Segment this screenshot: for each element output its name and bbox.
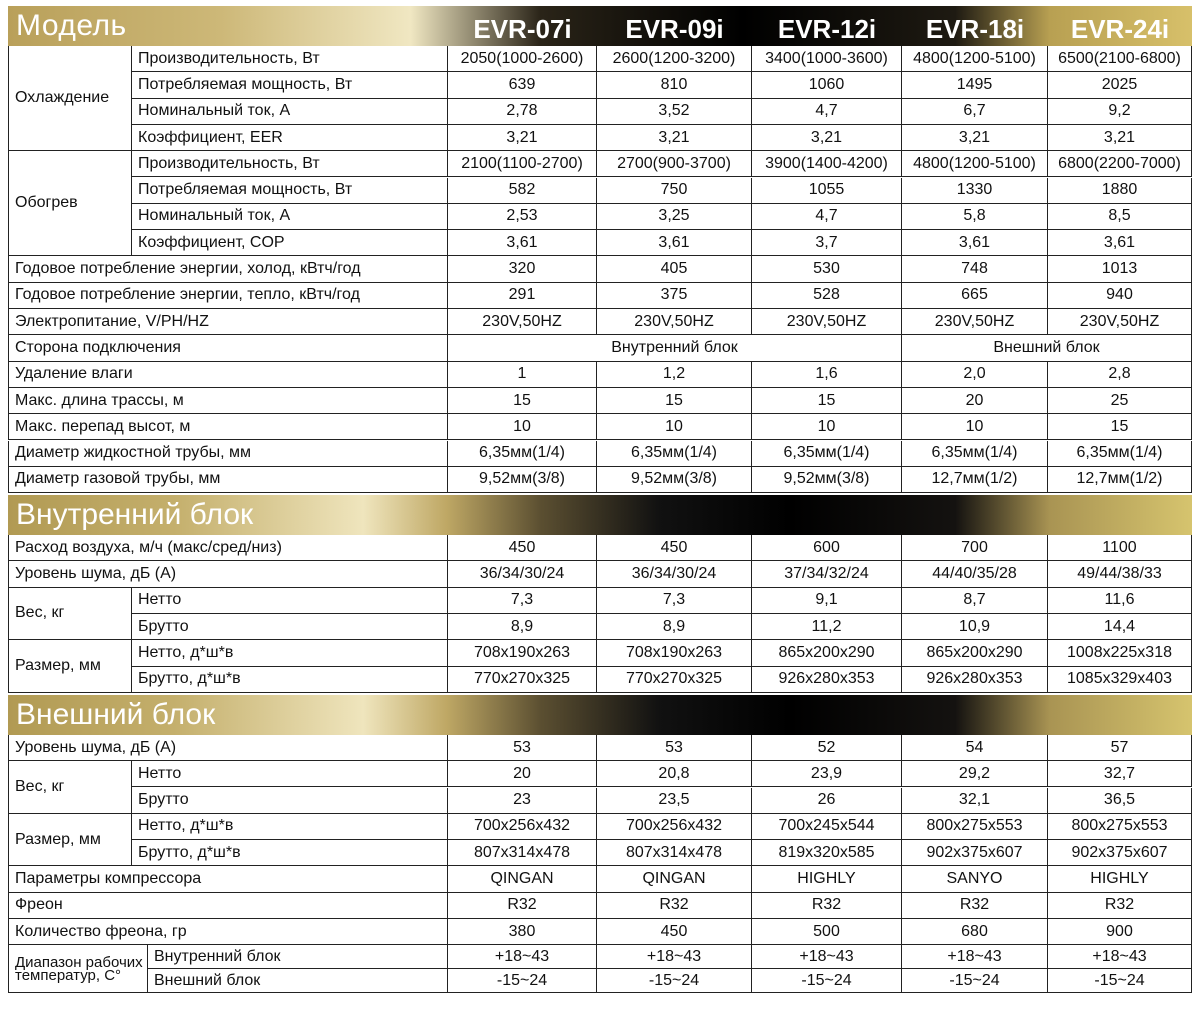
general-row-3-value-3: 230V,50HZ [752, 309, 902, 335]
cooling-row-3-value-2: 3,52 [597, 99, 752, 125]
indoor-weight-row-1-value-2: 7,3 [597, 588, 752, 614]
general2-row-1-value-5: 2,8 [1048, 362, 1192, 388]
heating-row-2-value-5: 1880 [1048, 178, 1192, 204]
general-row-1-value-5: 1013 [1048, 256, 1192, 282]
heating-group-label: Обогрев [8, 151, 132, 256]
temp-range-row-label: Внутренний блок [148, 945, 448, 969]
general2-row-3-value-4: 10 [902, 414, 1048, 440]
cooling-row-2-value-4: 1495 [902, 72, 1048, 98]
cooling-row-1-value-4: 4800(1200-5100) [902, 46, 1048, 72]
general2-row-5-value-2: 9,52мм(3/8) [597, 467, 752, 493]
indoor-size-row-1 [8, 640, 1192, 666]
indoor-weight-row-1-value-4: 8,7 [902, 588, 1048, 614]
compressor-row-value-4: SANYO [902, 866, 1048, 892]
general2-row-1 [8, 362, 1192, 388]
heating-row-4-value-3: 3,7 [752, 230, 902, 256]
indoor-weight-row-2-value-5: 14,4 [1048, 614, 1192, 640]
compressor-row-value-1: QINGAN [448, 866, 597, 892]
heating-row-1-value-5: 6800(2200-7000) [1048, 151, 1192, 177]
temp-range-row-1-value-4: +18~43 [902, 945, 1048, 969]
freon-amount-row [8, 919, 1192, 945]
connection-outdoor: Внешний блок [902, 335, 1192, 361]
outdoor-size-row-1-value-5: 800x275x553 [1048, 814, 1192, 840]
heating-row-1 [8, 151, 1192, 177]
general2-row-4-value-1: 6,35мм(1/4) [448, 441, 597, 467]
heating-row-label: Коэффициент, COP [132, 230, 448, 256]
outdoor-noise-row-value-1: 53 [448, 735, 597, 761]
general2-row-2-value-2: 15 [597, 388, 752, 414]
cooling-row-1-value-1: 2050(1000-2600) [448, 46, 597, 72]
cooling-row-1-value-2: 2600(1200-3200) [597, 46, 752, 72]
heating-row-2 [8, 178, 1192, 204]
indoor-size-row-1-value-3: 865x200x290 [752, 640, 902, 666]
heating-row-label: Потребляемая мощность, Вт [132, 178, 448, 204]
row-label: Сторона подключения [8, 335, 448, 361]
general2-row-3-value-2: 10 [597, 414, 752, 440]
outdoor-size-row-2-value-4: 902x375x607 [902, 840, 1048, 866]
indoor-noise-row-value-1: 36/34/30/24 [448, 561, 597, 587]
outdoor-size-row-2 [8, 840, 1192, 866]
indoor-noise-row-value-5: 49/44/38/33 [1048, 561, 1192, 587]
temp-range-row-1-value-2: +18~43 [597, 945, 752, 969]
freon-amount-row-value-4: 680 [902, 919, 1048, 945]
heating-row-3-value-4: 5,8 [902, 204, 1048, 230]
outdoor-weight-group-label: Вес, кг [8, 761, 132, 814]
general2-row-2-value-3: 15 [752, 388, 902, 414]
heating-row-label: Номинальный ток, А [132, 204, 448, 230]
freon-row-value-5: R32 [1048, 893, 1192, 919]
general2-row-1-value-4: 2,0 [902, 362, 1048, 388]
heating-row-1-value-3: 3900(1400-4200) [752, 151, 902, 177]
row-label: Уровень шума, дБ (А) [8, 735, 448, 761]
compressor-row-value-5: HIGHLY [1048, 866, 1192, 892]
indoor-weight-row-2-value-1: 8,9 [448, 614, 597, 640]
indoor-weight-row-1-value-3: 9,1 [752, 588, 902, 614]
outdoor-size-row-2-value-3: 819x320x585 [752, 840, 902, 866]
row-label: Годовое потребление энергии, тепло, кВтч/год [8, 283, 448, 309]
row-label: Удаление влаги [8, 362, 448, 388]
general2-row-2-value-1: 15 [448, 388, 597, 414]
temp-range-row-2-value-4: -15~24 [902, 969, 1048, 993]
cooling-row-4-value-2: 3,21 [597, 125, 752, 151]
outdoor-weight-row-1-value-3: 23,9 [752, 761, 902, 787]
indoor-size-row-1-value-5: 1008x225x318 [1048, 640, 1192, 666]
compressor-row [8, 866, 1192, 892]
indoor-weight-row-label: Нетто [132, 588, 448, 614]
cooling-row-3-value-5: 9,2 [1048, 99, 1192, 125]
cooling-row-2-value-2: 810 [597, 72, 752, 98]
outdoor-size-row-1-value-3: 700x245x544 [752, 814, 902, 840]
row-label: Количество фреона, гр [8, 919, 448, 945]
temp-range-row-2 [8, 969, 1192, 993]
row-label: Диаметр жидкостной трубы, мм [8, 441, 448, 467]
model-name-1: EVR-07i [473, 14, 572, 44]
outdoor-size-row-1-value-4: 800x275x553 [902, 814, 1048, 840]
heating-row-3-value-1: 2,53 [448, 204, 597, 230]
indoor-section-title: Внутренний блок [16, 498, 254, 532]
freon-amount-row-value-2: 450 [597, 919, 752, 945]
row-label: Расход воздуха, м/ч (макс/сред/низ) [8, 535, 448, 561]
temp-range-row-2-value-1: -15~24 [448, 969, 597, 993]
heating-row-1-value-2: 2700(900-3700) [597, 151, 752, 177]
general-row-3-value-5: 230V,50HZ [1048, 309, 1192, 335]
heating-row-4-value-2: 3,61 [597, 230, 752, 256]
freon-row-value-2: R32 [597, 893, 752, 919]
outdoor-weight-row-2-value-4: 32,1 [902, 788, 1048, 814]
outdoor-weight-row-label: Брутто [132, 788, 448, 814]
general2-row-4 [8, 441, 1192, 467]
indoor-size-row-2 [8, 667, 1192, 693]
general2-row-5 [8, 467, 1192, 493]
indoor-size-row-2-value-2: 770x270x325 [597, 667, 752, 693]
general-row-2-value-3: 528 [752, 283, 902, 309]
heating-row-3-value-3: 4,7 [752, 204, 902, 230]
general2-row-2-value-5: 25 [1048, 388, 1192, 414]
outdoor-weight-row-1-value-5: 32,7 [1048, 761, 1192, 787]
row-label: Годовое потребление энергии, холод, кВтч/год [8, 256, 448, 282]
outdoor-size-row-label: Брутто, д*ш*в [132, 840, 448, 866]
indoor-weight-row-label: Брутто [132, 614, 448, 640]
outdoor-size-row-1 [8, 814, 1192, 840]
general-row-3-value-1: 230V,50HZ [448, 309, 597, 335]
cooling-row-1-value-5: 6500(2100-6800) [1048, 46, 1192, 72]
outdoor-size-group-label: Размер, мм [8, 814, 132, 867]
outdoor-section-bar [8, 695, 1192, 735]
outdoor-size-row-2-value-1: 807x314x478 [448, 840, 597, 866]
indoor-weight-row-2-value-4: 10,9 [902, 614, 1048, 640]
general-row-2-value-2: 375 [597, 283, 752, 309]
indoor-size-row-2-value-4: 926x280x353 [902, 667, 1048, 693]
indoor-airflow-row [8, 535, 1192, 561]
indoor-size-row-2-value-1: 770x270x325 [448, 667, 597, 693]
cooling-row-4-value-1: 3,21 [448, 125, 597, 151]
general2-row-5-value-1: 9,52мм(3/8) [448, 467, 597, 493]
cooling-row-1-value-3: 3400(1000-3600) [752, 46, 902, 72]
heating-row-2-value-4: 1330 [902, 178, 1048, 204]
cooling-row-4-value-4: 3,21 [902, 125, 1048, 151]
freon-row-value-3: R32 [752, 893, 902, 919]
temp-range-row-1-value-5: +18~43 [1048, 945, 1192, 969]
general-row-1-value-2: 405 [597, 256, 752, 282]
freon-amount-row-value-1: 380 [448, 919, 597, 945]
general-row-2-value-4: 665 [902, 283, 1048, 309]
indoor-noise-row-value-3: 37/34/32/24 [752, 561, 902, 587]
model-title: Модель [16, 9, 127, 42]
cooling-row-4-value-3: 3,21 [752, 125, 902, 151]
indoor-airflow-row-value-5: 1100 [1048, 535, 1192, 561]
row-label: Уровень шума, дБ (А) [8, 561, 448, 587]
freon-row-value-1: R32 [448, 893, 597, 919]
heating-row-3-value-2: 3,25 [597, 204, 752, 230]
indoor-weight-row-2 [8, 614, 1192, 640]
general2-row-2 [8, 388, 1192, 414]
indoor-size-row-1-value-2: 708x190x263 [597, 640, 752, 666]
general2-row-1-value-3: 1,6 [752, 362, 902, 388]
general-row-2-value-1: 291 [448, 283, 597, 309]
indoor-noise-row-value-2: 36/34/30/24 [597, 561, 752, 587]
cooling-group-label: Охлаждение [8, 46, 132, 151]
cooling-row-2 [8, 72, 1192, 98]
cooling-row-3-value-1: 2,78 [448, 99, 597, 125]
indoor-airflow-row-value-2: 450 [597, 535, 752, 561]
temp-range-row-label: Внешний блок [148, 969, 448, 993]
connection-indoor: Внутренний блок [448, 335, 902, 361]
indoor-size-row-2-value-3: 926x280x353 [752, 667, 902, 693]
general-row-1 [8, 256, 1192, 282]
heating-row-4-value-4: 3,61 [902, 230, 1048, 256]
outdoor-weight-row-2-value-3: 26 [752, 788, 902, 814]
row-label: Параметры компрессора [8, 866, 448, 892]
indoor-noise-row [8, 561, 1192, 587]
general-row-1-value-1: 320 [448, 256, 597, 282]
model-name-2: EVR-09i [625, 14, 724, 44]
general2-row-4-value-4: 6,35мм(1/4) [902, 441, 1048, 467]
outdoor-weight-row-1 [8, 761, 1192, 787]
indoor-size-row-label: Брутто, д*ш*в [132, 667, 448, 693]
indoor-size-row-1-value-1: 708x190x263 [448, 640, 597, 666]
general-row-1-value-3: 530 [752, 256, 902, 282]
compressor-row-value-3: HIGHLY [752, 866, 902, 892]
outdoor-weight-row-label: Нетто [132, 761, 448, 787]
freon-amount-row-value-5: 900 [1048, 919, 1192, 945]
outdoor-size-row-2-value-5: 902x375x607 [1048, 840, 1192, 866]
temp-range-row-1 [8, 945, 1192, 969]
outdoor-noise-row-value-2: 53 [597, 735, 752, 761]
outdoor-weight-row-1-value-4: 29,2 [902, 761, 1048, 787]
general2-row-3-value-1: 10 [448, 414, 597, 440]
cooling-row-4-value-5: 3,21 [1048, 125, 1192, 151]
temp-range-row-1-value-1: +18~43 [448, 945, 597, 969]
outdoor-weight-row-1-value-1: 20 [448, 761, 597, 787]
general-row-2 [8, 283, 1192, 309]
general-row-3 [8, 309, 1192, 335]
outdoor-weight-row-2-value-2: 23,5 [597, 788, 752, 814]
row-label: Электропитание, V/PH/HZ [8, 309, 448, 335]
general2-row-3 [8, 414, 1192, 440]
model-name-3: EVR-12i [777, 14, 877, 44]
freon-amount-row-value-3: 500 [752, 919, 902, 945]
row-label: Макс. длина трассы, м [8, 388, 448, 414]
general2-row-5-value-4: 12,7мм(1/2) [902, 467, 1048, 493]
outdoor-weight-row-1-value-2: 20,8 [597, 761, 752, 787]
outdoor-weight-row-2-value-5: 36,5 [1048, 788, 1192, 814]
indoor-airflow-row-value-3: 600 [752, 535, 902, 561]
cooling-row-1 [8, 46, 1192, 72]
indoor-weight-row-2-value-3: 11,2 [752, 614, 902, 640]
outdoor-size-row-1-value-1: 700x256x432 [448, 814, 597, 840]
row-label: Диаметр газовой трубы, мм [8, 467, 448, 493]
cooling-row-label: Производительность, Вт [132, 46, 448, 72]
outdoor-noise-row-value-5: 57 [1048, 735, 1192, 761]
cooling-row-2-value-1: 639 [448, 72, 597, 98]
heating-row-label: Производительность, Вт [132, 151, 448, 177]
indoor-noise-row-value-4: 44/40/35/28 [902, 561, 1048, 587]
heating-row-3 [8, 204, 1192, 230]
cooling-row-label: Коэффициент, EER [132, 125, 448, 151]
compressor-row-value-2: QINGAN [597, 866, 752, 892]
outdoor-noise-row-value-4: 54 [902, 735, 1048, 761]
indoor-section-bar [8, 495, 1192, 535]
model-name-4: EVR-18i [925, 14, 1025, 44]
outdoor-size-row-1-value-2: 700x256x432 [597, 814, 752, 840]
heating-row-1-value-4: 4800(1200-5100) [902, 151, 1048, 177]
model-name-5: EVR-24i [1070, 14, 1170, 44]
indoor-size-row-label: Нетто, д*ш*в [132, 640, 448, 666]
cooling-row-2-value-5: 2025 [1048, 72, 1192, 98]
indoor-airflow-row-value-1: 450 [448, 535, 597, 561]
general2-row-1-value-1: 1 [448, 362, 597, 388]
heating-row-2-value-2: 750 [597, 178, 752, 204]
connection-row [8, 335, 1192, 361]
temp-range-row-2-value-2: -15~24 [597, 969, 752, 993]
general2-row-5-value-3: 9,52мм(3/8) [752, 467, 902, 493]
general2-row-4-value-5: 6,35мм(1/4) [1048, 441, 1192, 467]
cooling-row-label: Номинальный ток, А [132, 99, 448, 125]
temp-range-group-label: Диапазон рабочих температур, С° [8, 945, 148, 993]
general-row-2-value-5: 940 [1048, 283, 1192, 309]
heating-row-2-value-1: 582 [448, 178, 597, 204]
outdoor-weight-row-2 [8, 788, 1192, 814]
temp-range-row-2-value-3: -15~24 [752, 969, 902, 993]
general2-row-5-value-5: 12,7мм(1/2) [1048, 467, 1192, 493]
indoor-size-row-2-value-5: 1085x329x403 [1048, 667, 1192, 693]
heating-row-1-value-1: 2100(1100-2700) [448, 151, 597, 177]
freon-row [8, 893, 1192, 919]
model-header [8, 6, 1192, 46]
outdoor-section-title: Внешний блок [16, 697, 216, 731]
general2-row-3-value-5: 15 [1048, 414, 1192, 440]
indoor-weight-row-1 [8, 588, 1192, 614]
heating-row-3-value-5: 8,5 [1048, 204, 1192, 230]
indoor-weight-group-label: Вес, кг [8, 588, 132, 641]
row-label: Макс. перепад высот, м [8, 414, 448, 440]
temp-range-row-1-value-3: +18~43 [752, 945, 902, 969]
indoor-weight-row-1-value-5: 11,6 [1048, 588, 1192, 614]
general2-row-1-value-2: 1,2 [597, 362, 752, 388]
cooling-row-3-value-4: 6,7 [902, 99, 1048, 125]
cooling-row-label: Потребляемая мощность, Вт [132, 72, 448, 98]
general2-row-2-value-4: 20 [902, 388, 1048, 414]
heating-row-2-value-3: 1055 [752, 178, 902, 204]
outdoor-noise-row-value-3: 52 [752, 735, 902, 761]
indoor-size-group-label: Размер, мм [8, 640, 132, 693]
cooling-row-3-value-3: 4,7 [752, 99, 902, 125]
general2-row-4-value-3: 6,35мм(1/4) [752, 441, 902, 467]
row-label: Фреон [8, 893, 448, 919]
cooling-row-4 [8, 125, 1192, 151]
indoor-airflow-row-value-4: 700 [902, 535, 1048, 561]
general-row-3-value-2: 230V,50HZ [597, 309, 752, 335]
freon-row-value-4: R32 [902, 893, 1048, 919]
general-row-1-value-4: 748 [902, 256, 1048, 282]
heating-row-4-value-1: 3,61 [448, 230, 597, 256]
general2-row-3-value-3: 10 [752, 414, 902, 440]
general2-row-4-value-2: 6,35мм(1/4) [597, 441, 752, 467]
outdoor-weight-row-2-value-1: 23 [448, 788, 597, 814]
cooling-row-3 [8, 99, 1192, 125]
cooling-row-2-value-3: 1060 [752, 72, 902, 98]
heating-row-4-value-5: 3,61 [1048, 230, 1192, 256]
outdoor-noise-row [8, 735, 1192, 761]
indoor-weight-row-2-value-2: 8,9 [597, 614, 752, 640]
indoor-size-row-1-value-4: 865x200x290 [902, 640, 1048, 666]
temp-range-row-2-value-5: -15~24 [1048, 969, 1192, 993]
indoor-weight-row-1-value-1: 7,3 [448, 588, 597, 614]
general-row-3-value-4: 230V,50HZ [902, 309, 1048, 335]
outdoor-size-row-2-value-2: 807x314x478 [597, 840, 752, 866]
heating-row-4 [8, 230, 1192, 256]
outdoor-size-row-label: Нетто, д*ш*в [132, 814, 448, 840]
